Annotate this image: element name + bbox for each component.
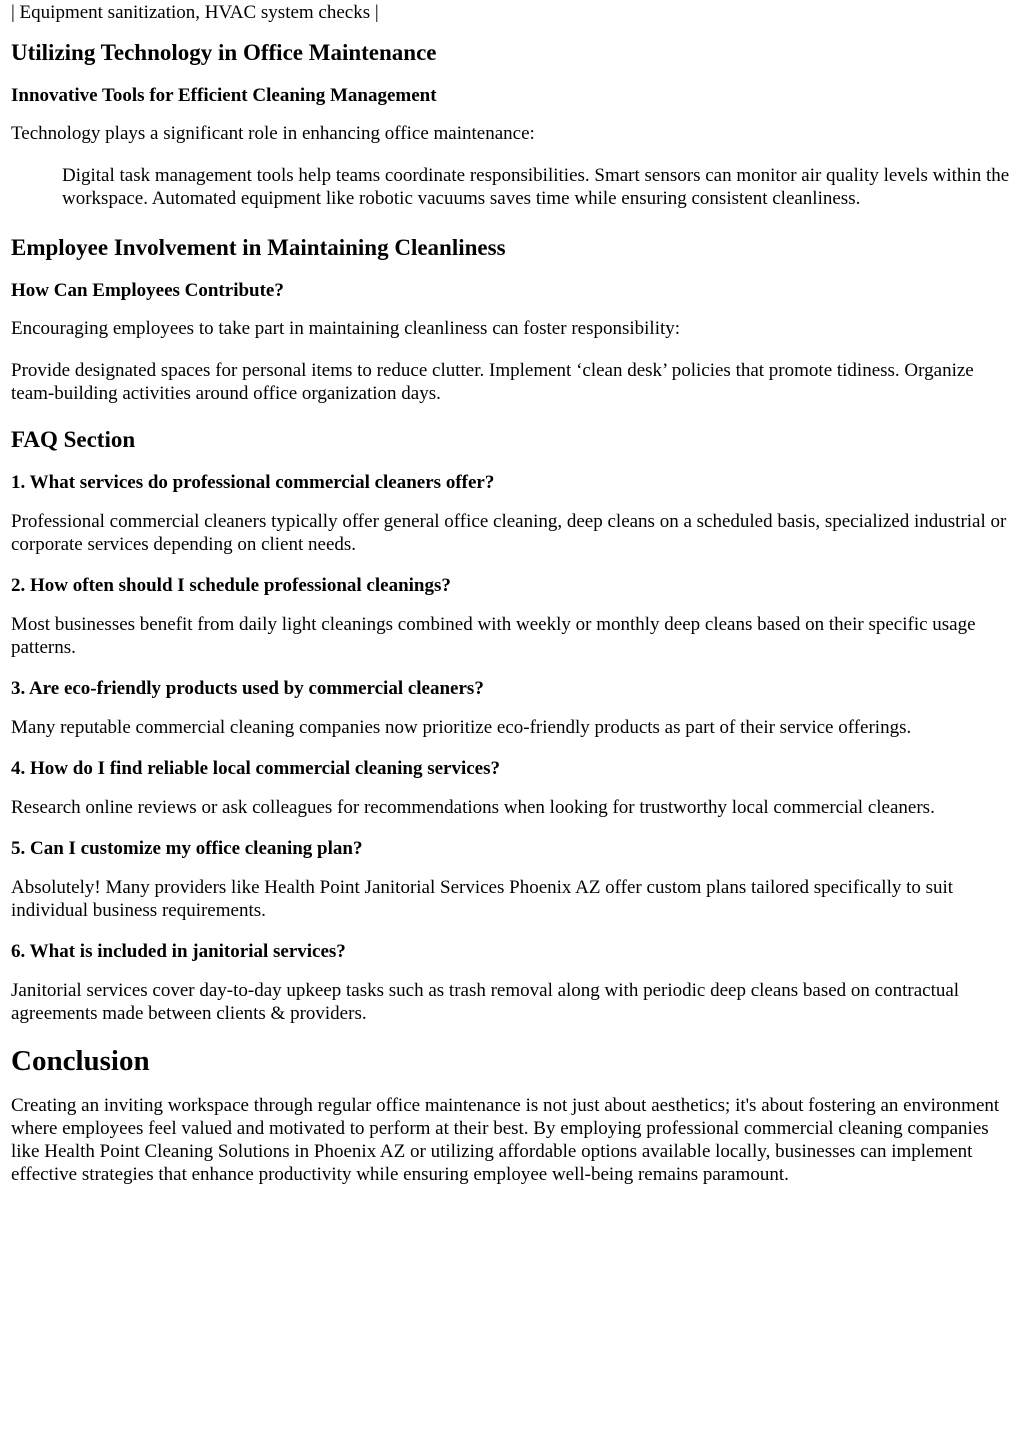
technology-quote-text: Digital task management tools help teams coordinate responsibilities. Smart sensors can monitor air quality levels within the workspace. Automated equipment like robotic vacuums saves time while ensuring consistent cleanliness. — [62, 165, 1010, 209]
faq-question: 6. What is included in janitorial services? — [11, 941, 346, 962]
faq-answer: Most businesses benefit from daily light cleanings combined with weekly or monthly deep cleans based on their specific usage patterns. — [11, 614, 976, 658]
technology-heading: Utilizing Technology in Office Maintenance — [11, 40, 437, 65]
faq-question: 5. Can I customize my office cleaning plan? — [11, 838, 363, 859]
faq-answer: Professional commercial cleaners typically offer general office cleaning, deep cleans on a scheduled basis, specialized industrial or corporate services depending on client needs. — [11, 511, 1007, 555]
technology-quote — [62, 164, 1013, 210]
faq-answer: Janitorial services cover day-to-day upkeep tasks such as trash removal along with periodic deep cleans based on contractual agreements made between clients & providers. — [11, 980, 960, 1024]
technology-intro: Technology plays a significant role in enhancing office maintenance: — [11, 123, 535, 144]
employees-subheading: How Can Employees Contribute? — [11, 280, 284, 301]
conclusion-heading: Conclusion — [11, 1045, 150, 1077]
faq-answer: Absolutely! Many providers like Health Point Janitorial Services Phoenix AZ offer custom plans tailored specifically to suit individual business requirements. — [11, 877, 954, 921]
employees-body: Provide designated spaces for personal items to reduce clutter. Implement ‘clean desk’ policies that promote tidiness. Organize team-building activities around office organization days. — [11, 360, 974, 404]
technology-subheading: Innovative Tools for Efficient Cleaning Management — [11, 85, 437, 106]
faq-answer: Many reputable commercial cleaning companies now prioritize eco-friendly products as part of their service offerings. — [11, 717, 912, 738]
faq-question: 1. What services do professional commercial cleaners offer? — [11, 472, 495, 493]
faq-answer: Research online reviews or ask colleagues for recommendations when looking for trustworthy local commercial cleaners. — [11, 797, 935, 818]
faq-question: 2. How often should I schedule professional cleanings? — [11, 575, 451, 596]
employees-intro: Encouraging employees to take part in maintaining cleanliness can foster responsibility: — [11, 318, 681, 339]
table-row-fragment: | Equipment sanitization, HVAC system checks | — [11, 2, 379, 23]
conclusion-body: Creating an inviting workspace through regular office maintenance is not just about aesthetics; it's about fostering an environment where employees feel valued and motivated to perform at their best. By employing professional commercial cleaning companies like Health Point Cleaning Solutions in Phoenix AZ or utilizing affordable options available locally, businesses can implement effective strategies that enhance productivity while ensuring employee well-being remains paramount. — [11, 1095, 1000, 1185]
faq-question: 4. How do I find reliable local commercial cleaning services? — [11, 758, 501, 779]
employees-heading: Employee Involvement in Maintaining Cleanliness — [11, 235, 506, 260]
faq-question: 3. Are eco-friendly products used by commercial cleaners? — [11, 678, 484, 699]
faq-heading: FAQ Section — [11, 427, 136, 452]
faq-list — [11, 471, 1013, 1025]
